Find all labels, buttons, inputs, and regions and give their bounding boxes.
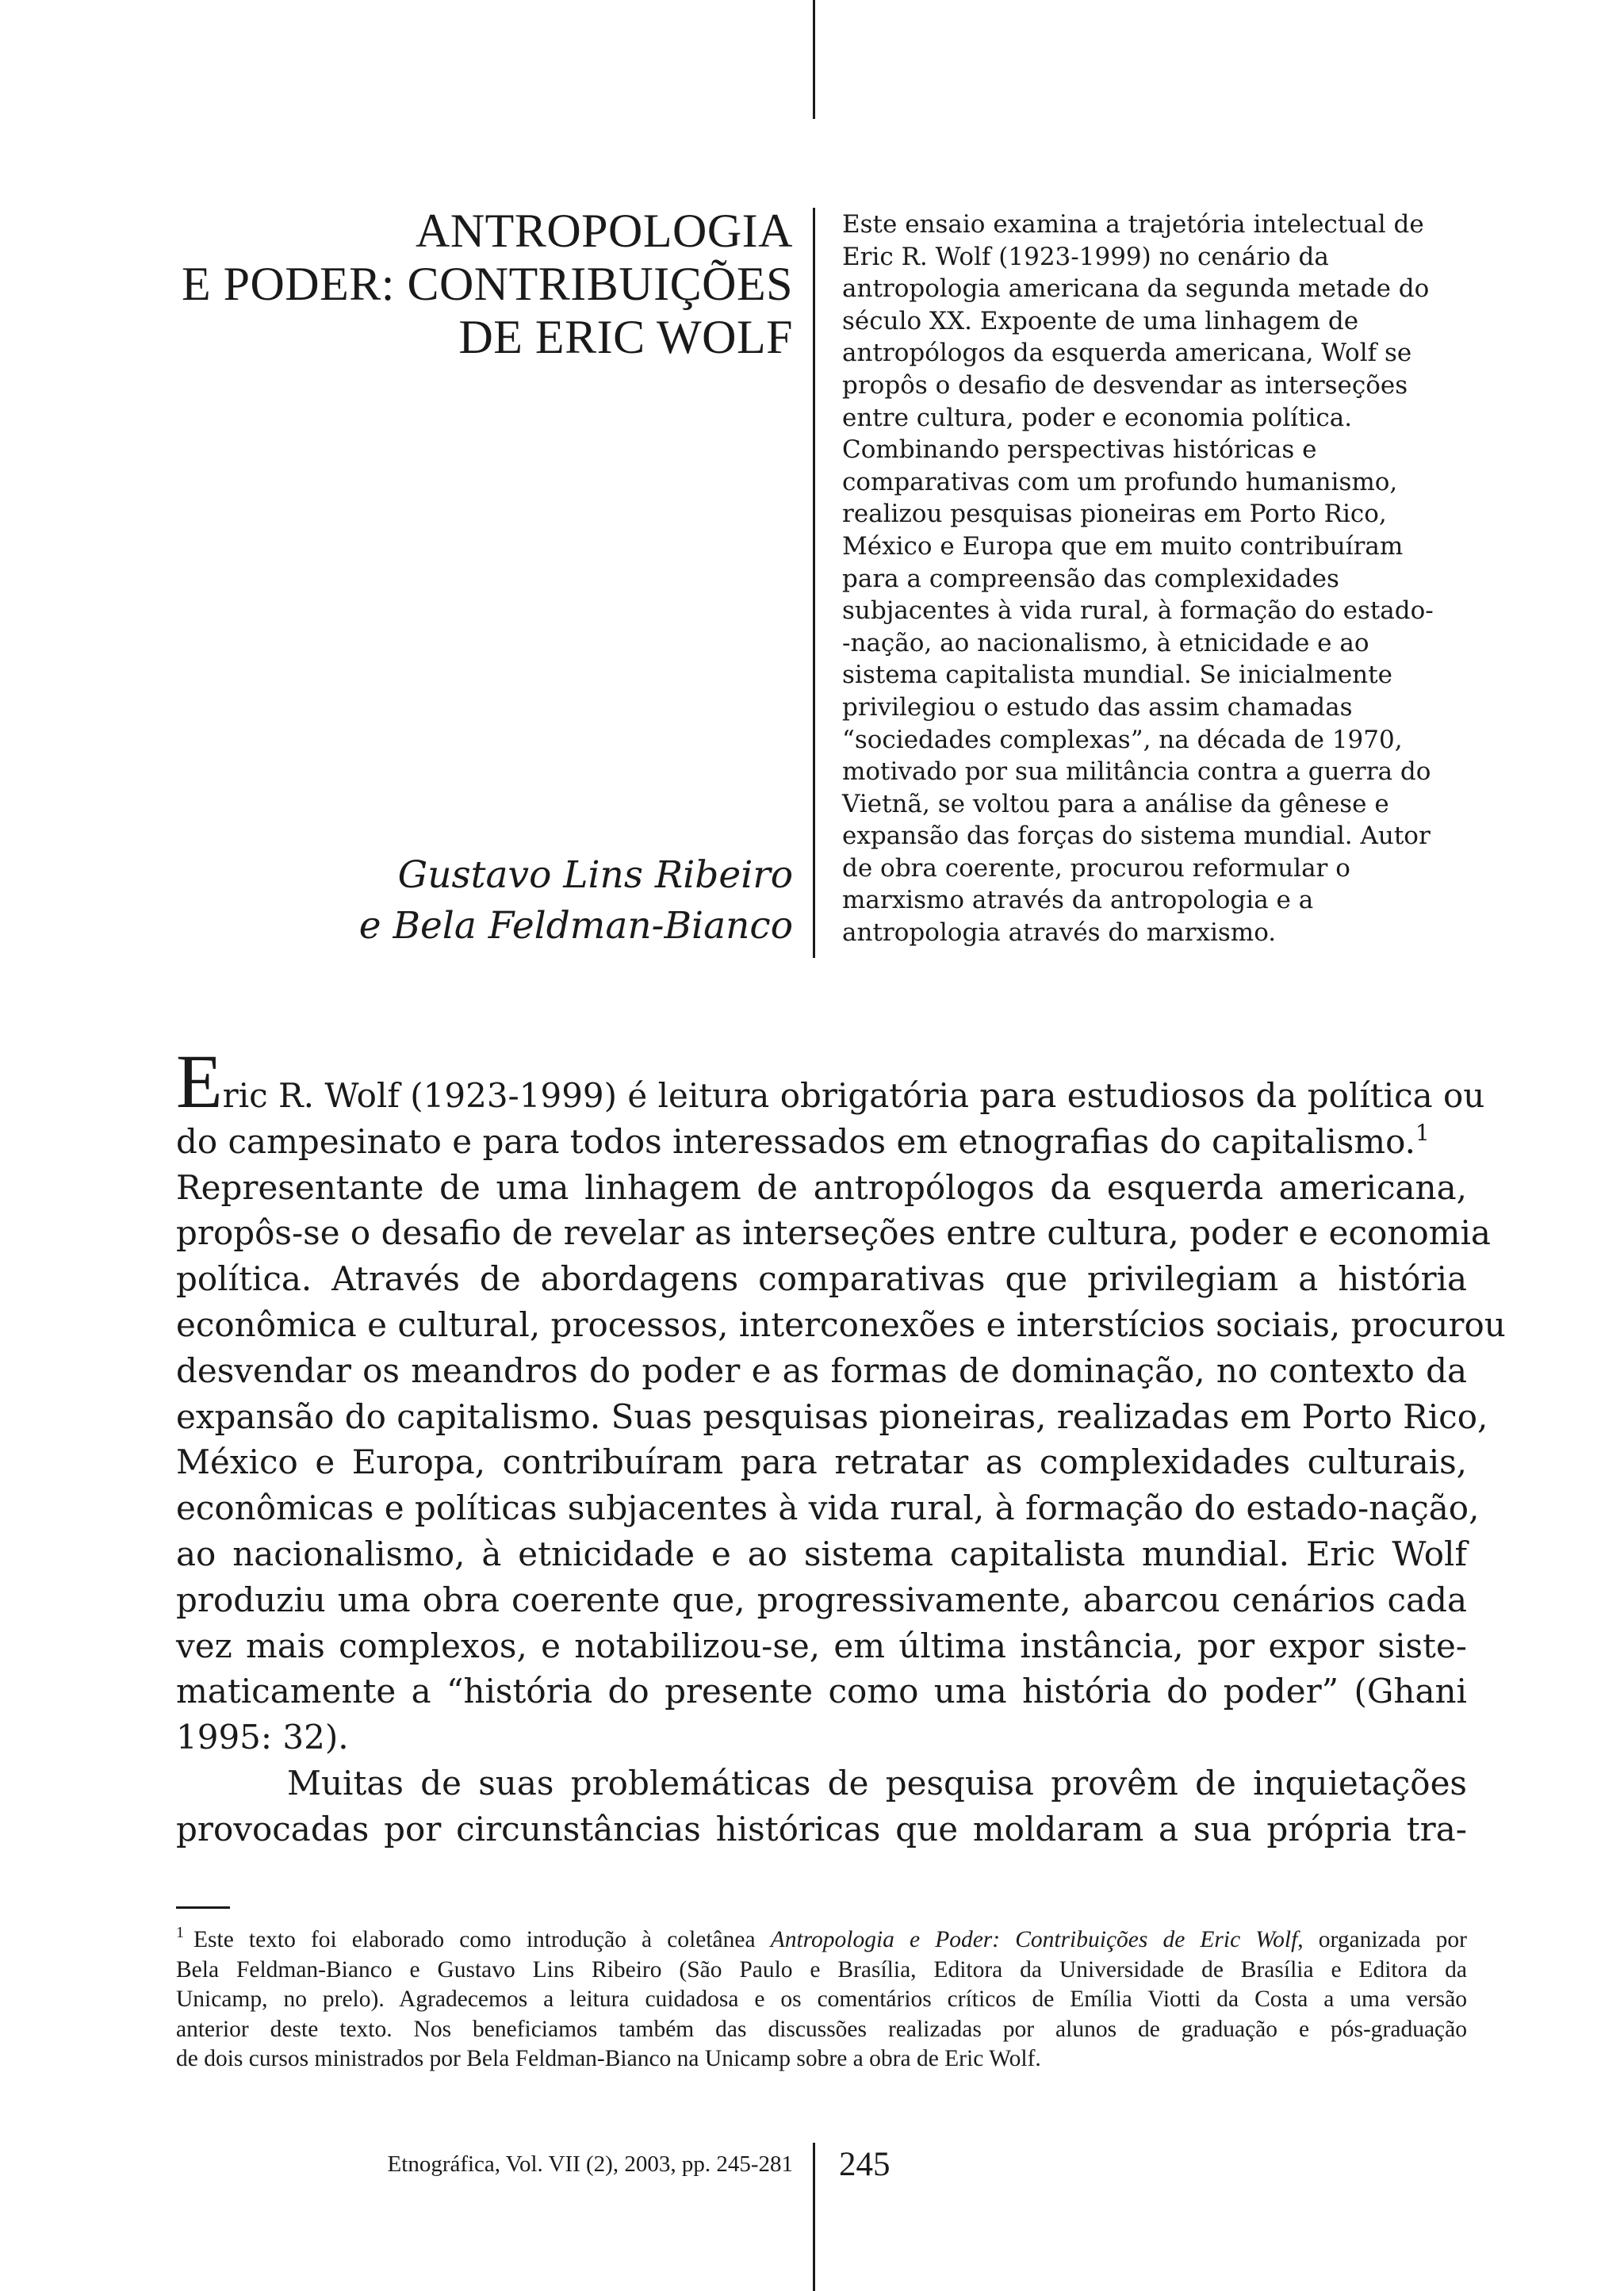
- body-line: Muitas de suas problemáticas de pesquisa provêm de inquietações: [287, 1763, 1467, 1803]
- body-line: produziu uma obra coerente que, progressivamente, abarcou cenários cada: [176, 1580, 1467, 1619]
- body-line: vez mais complexos, e notabilizou-se, em última instância, por expor siste-: [176, 1626, 1467, 1665]
- footnote: [176, 1925, 1467, 2075]
- abstract-line: subjacentes à vida rural, à formação do estado-: [842, 596, 1434, 626]
- body-line: Representante de uma linhagem de antropólogos da esquerda americana,: [176, 1167, 1467, 1207]
- top-center-rule: [813, 0, 815, 119]
- abstract-line: de obra coerente, procurou reformular o: [842, 853, 1350, 883]
- footnote-book-title: Antropologia e Poder: Contribuições de Eric Wolf: [770, 1927, 1298, 1952]
- body-line: ao nacionalismo, à etnicidade e ao sistema capitalista mundial. Eric Wolf: [176, 1534, 1467, 1573]
- body-line: política. Através de abordagens comparativas que privilegiam a história: [176, 1259, 1467, 1299]
- abstract-line: “sociedades complexas”, na década de 1970,: [842, 725, 1403, 754]
- body-line: econômica e cultural, processos, interconexões e interstícios sociais, procurou: [176, 1304, 1506, 1344]
- abstract-line: antropologia americana da segunda metade do: [842, 274, 1430, 304]
- abstract-line: propôs o desafio de desvendar as interseções: [842, 370, 1408, 400]
- footnote-line: [176, 1925, 1467, 1956]
- abstract-line: motivado por sua militância contra a guerra do: [842, 757, 1431, 787]
- footnote-number: 1: [176, 1924, 184, 1941]
- page-number: 245: [839, 2146, 891, 2183]
- footnote-line: de dois cursos ministrados por Bela Feldman-Bianco na Unicamp sobre a obra de Eric Wolf.: [176, 2046, 1041, 2071]
- footnote-separator: [176, 1906, 230, 1909]
- footnote-text: Este texto foi elaborado como introdução à coletânea: [193, 1927, 771, 1952]
- abstract: [842, 209, 1434, 949]
- drop-cap: E: [176, 1039, 223, 1124]
- body-line: 1995: 32).: [176, 1718, 349, 1757]
- abstract-line: para a compreensão das complexidades: [842, 564, 1339, 593]
- abstract-line: -nação, ao nacionalismo, à etnicidade e ao: [842, 628, 1369, 657]
- footnote-line: Bela Feldman-Bianco e Gustavo Lins Ribeiro (São Paulo e Brasília, Editora da Universidade de Brasília e Editora da: [176, 1956, 1467, 1983]
- abstract-line: privilegiou o estudo das assim chamadas: [842, 692, 1353, 722]
- abstract-line: antropologia através do marxismo.: [842, 918, 1277, 948]
- body-line: [176, 1039, 1485, 1124]
- abstract-line: Eric R. Wolf (1923-1999) no cenário da: [842, 242, 1329, 271]
- body-first-line-text: ric R. Wolf (1923-1999) é leitura obrigatória para estudiosos da política ou: [222, 1076, 1485, 1115]
- abstract-line: marxismo através da antropologia e a: [842, 886, 1314, 915]
- abstract-line: expansão das forças do sistema mundial. Autor: [842, 822, 1431, 851]
- abstract-line: sistema capitalista mundial. Se inicialmente: [842, 661, 1392, 690]
- title-line: ANTROPOLOGIA: [416, 205, 793, 257]
- authors: [127, 850, 793, 952]
- abstract-line: Este ensaio examina a trajetória intelectual de: [842, 210, 1424, 239]
- body-line: México e Europa, contribuíram para retratar as complexidades culturais,: [176, 1442, 1467, 1482]
- author-line: Gustavo Lins Ribeiro: [397, 853, 793, 897]
- abstract-line: comparativas com um profundo humanismo,: [842, 467, 1398, 496]
- abstract-line: antropólogos da esquerda americana, Wolf se: [842, 339, 1412, 368]
- body-line: propôs-se o desafio de revelar as interseções entre cultura, poder e economia: [176, 1213, 1491, 1253]
- footnote-text: , organizada por: [1297, 1927, 1467, 1952]
- author-line: e Bela Feldman-Bianco: [358, 904, 793, 948]
- abstract-line: México e Europa que em muito contribuíram: [842, 531, 1404, 561]
- body-second-line-text: do campesinato e para todos interessados em etnografias do capitalismo.: [176, 1121, 1415, 1161]
- body-line: desvendar os meandros do poder e as formas de dominação, no contexto da: [176, 1350, 1467, 1390]
- body-line: expansão do capitalismo. Suas pesquisas pioneiras, realizadas em Porto Rico,: [176, 1396, 1488, 1436]
- abstract-line: Vietnã, se voltou para a análise da gênese e: [842, 789, 1389, 818]
- body-text: [176, 1039, 1506, 1852]
- journal-reference: Etnográfica, Vol. VII (2), 2003, pp. 245-281: [387, 2151, 793, 2177]
- footer-divider-rule: [813, 2143, 815, 2291]
- abstract-line: século XX. Expoente de uma linhagem de: [842, 306, 1359, 335]
- abstract-line: Combinando perspectivas históricas e: [842, 435, 1317, 465]
- abstract-line: realizou pesquisas pioneiras em Porto Rico,: [842, 500, 1387, 529]
- footnote-line: Unicamp, no prelo). Agradecemos a leitura cuidadosa e os comentários críticos de Emília Viotti da Costa a uma versão: [176, 1986, 1467, 2012]
- abstract-line: entre cultura, poder e economia política.: [842, 403, 1353, 432]
- footnote-line: anterior deste texto. Nos beneficiamos também das discussões realizadas por alunos de graduação e pós-graduação: [176, 2016, 1467, 2042]
- header-divider-rule: [813, 208, 815, 958]
- footnote-reference[interactable]: 1: [1415, 1119, 1430, 1146]
- article-title: [127, 205, 793, 364]
- body-line: [176, 1119, 1467, 1165]
- title-line: DE ERIC WOLF: [458, 311, 793, 363]
- title-line: E PODER: CONTRIBUIÇÕES: [181, 258, 793, 310]
- body-line: provocadas por circunstâncias históricas que moldaram a sua própria tra-: [176, 1809, 1467, 1849]
- body-line: maticamente a “história do presente como uma história do poder” (Ghani: [176, 1672, 1467, 1711]
- body-line: econômicas e políticas subjacentes à vida rural, à formação do estado-nação,: [176, 1488, 1480, 1528]
